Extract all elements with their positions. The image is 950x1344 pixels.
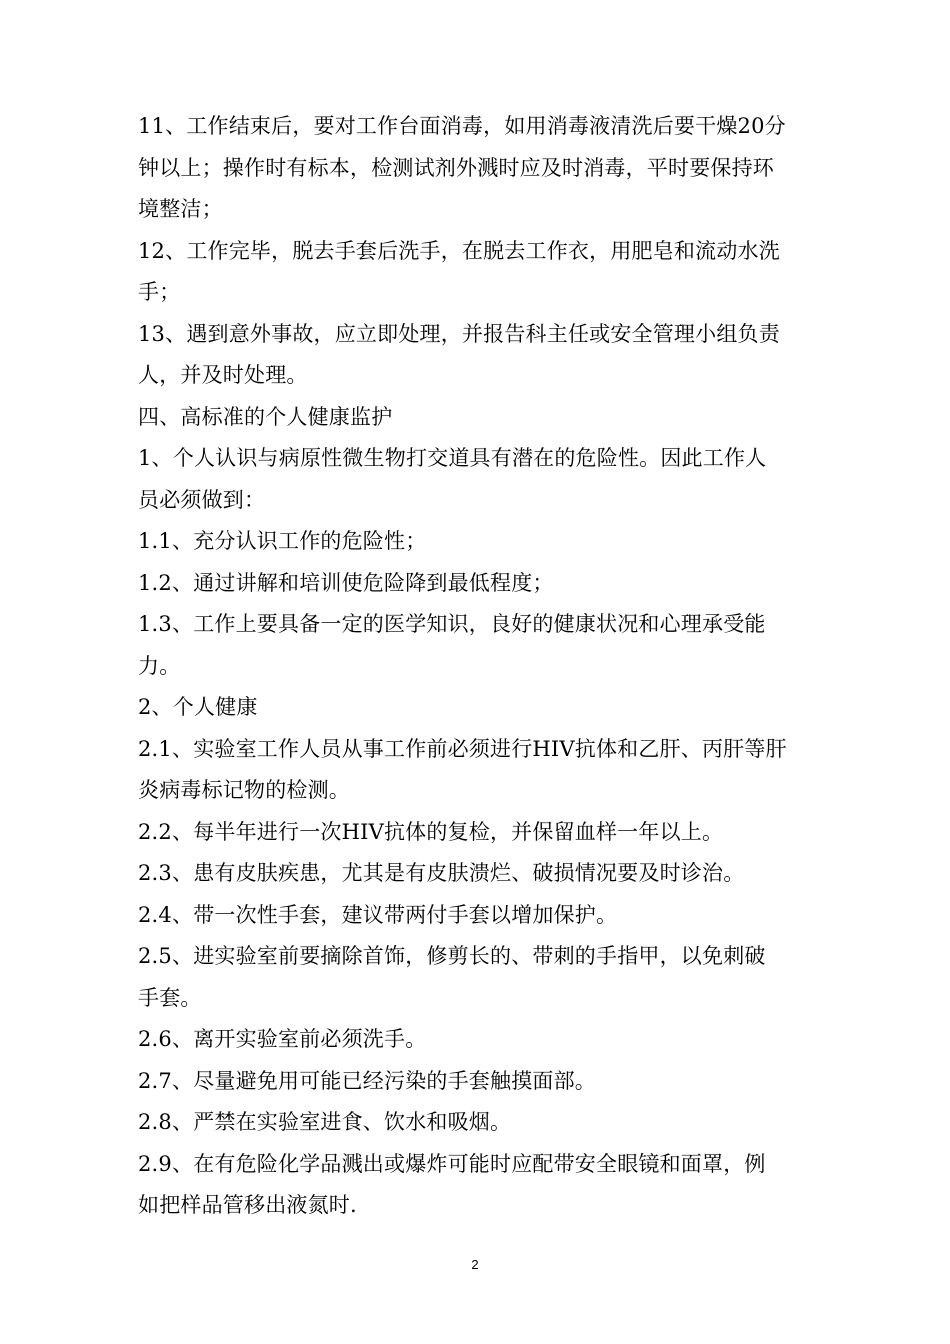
- text-line: 12、工作完毕，脱去手套后洗手，在脱去工作衣，用肥皂和流动水洗: [138, 238, 780, 263]
- text-line: 2.6、离开实验室前必须洗手。: [138, 1027, 427, 1051]
- text-line: 钟以上；操作时有标本，检测试剂外溅时应及时消毒，平时要保持环: [138, 155, 774, 180]
- document-body: [138, 106, 818, 1227]
- text-line: 2.2、每半年进行一次HIV抗体的复检，并保留血样一年以上。: [138, 819, 724, 844]
- text-line: 2.1、实验室工作人员从事工作前必须进行HIV抗体和乙肝、丙肝等肝: [138, 736, 787, 761]
- text-line: 2.7、尽量避免用可能已经污染的手套触摸面部。: [138, 1068, 596, 1093]
- text-line: 1.1、充分认识工作的危险性；: [138, 529, 427, 553]
- text-line: 力。: [138, 653, 181, 678]
- text-line: 2.4、带一次性手套，建议带两付手套以增加保护。: [138, 902, 618, 927]
- text-line: 如把样品管移出液氮时.: [138, 1193, 357, 1217]
- text-line: 手套。: [138, 985, 202, 1010]
- text-line: 11、工作结束后，要对工作台面消毒，如用消毒液清洗后要干燥20分: [138, 114, 786, 138]
- text-line: 2.3、患有皮肤疾患，尤其是有皮肤溃烂、破损情况要及时诊治。: [138, 861, 745, 885]
- text-line: 手；: [138, 280, 181, 304]
- text-line: 人，并及时处理。: [138, 363, 308, 387]
- page-number: 2: [471, 1257, 479, 1272]
- text-line: 员必须做到：: [138, 487, 266, 512]
- text-line: 1.2、通过讲解和培训使危险降到最低程度；: [138, 570, 554, 595]
- text-line: 1.3、工作上要具备一定的医学知识，良好的健康状况和心理承受能: [138, 612, 766, 636]
- text-line: 2.8、严禁在实验室进食、饮水和吸烟。: [138, 1110, 512, 1134]
- text-line: 2.5、进实验室前要摘除首饰，修剪长的、带刺的手指甲，以免刺破: [138, 944, 766, 968]
- text-line: 1、个人认识与病原性微生物打交道具有潜在的危险性。因此工作人: [138, 446, 767, 470]
- text-line: 炎病毒标记物的检测。: [138, 778, 350, 802]
- text-line: 13、遇到意外事故，应立即处理，并报告科主任或安全管理小组负责: [138, 321, 780, 346]
- text-line: 境整洁；: [138, 197, 223, 221]
- text-line: 2.9、在有危险化学品溅出或爆炸可能时应配带安全眼镜和面罩，例: [138, 1151, 766, 1176]
- subsection-heading: 2、个人健康: [138, 695, 258, 719]
- section-heading: 四、高标准的个人健康监护: [138, 404, 393, 429]
